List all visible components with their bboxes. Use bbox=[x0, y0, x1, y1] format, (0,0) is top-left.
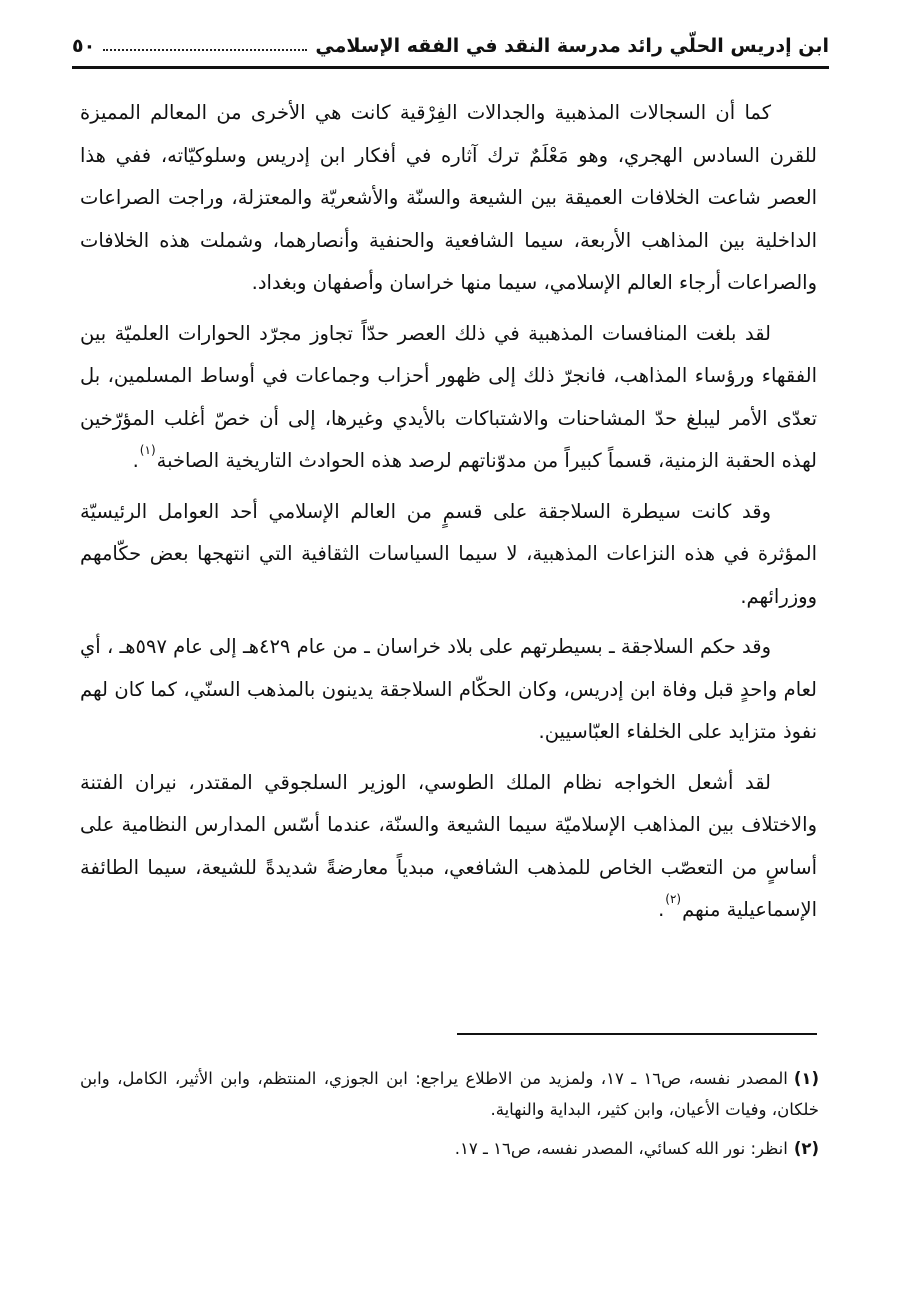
paragraph-2 bbox=[80, 313, 817, 483]
footnote-ref-1[interactable]: (١) bbox=[139, 443, 156, 457]
footnote-2-text: انظر: نور الله كسائي، المصدر نفسه، ص١٦ ـ ١٧. bbox=[454, 1139, 788, 1158]
paragraph-2-end: . bbox=[132, 449, 139, 472]
footnote-1-mark: (١) bbox=[793, 1069, 819, 1088]
footnote-1-text: المصدر نفسه، ص١٦ ـ ١٧، ولمزيد من الاطلاع يراجع: ابن الجوزي، المنتظم، وابن الأثير، الكامل، وابن خلكان، وفيات الأعيان، وابن كثير، البداية والنهاية. bbox=[80, 1069, 819, 1119]
paragraph-4: وقد حكم السلاجقة ـ بسيطرتهم على بلاد خراسان ـ من عام ٤٢٩هـ إلى عام ٥٩٧هـ ، أي لعام واحدٍ قبل وفاة ابن إدريس، وكان الحكّام السلاجقة يدينون بالمذهب السنّي، كما كان لهم نفوذ متزايد على الخلفاء العبّاسيين. bbox=[80, 635, 817, 743]
paragraph-2-text: لقد بلغت المنافسات المذهبية في ذلك العصر حدّاً تجاوز مجرّد الحوارات العلميّة بين الفقهاء ورؤساء المذاهب، فانجرّ ذلك إلى ظهور أحزاب وجماعات في أوساط المسلمين، بل تعدّى الأمر ليبلغ حدّ المشاحنات والاشتباكات بالأيدي وغيرها، إلى أن خصّ أغلب المؤرّخين لهذه الحقبة الزمنية، قسماً كبيراً من مدوّناتهم لرصد هذه الحوادث التاريخية الصاخبة bbox=[80, 321, 817, 472]
footnotes bbox=[80, 1063, 819, 1172]
paragraph-1: كما أن السجالات المذهبية والجدالات الفِرْقية كانت هي الأخرى من المعالم المميزة للقرن السادس الهجري، وهو مَعْلَمٌ ترك آثاره في أفكار ابن إدريس وسلوكيّاته، ففي هذا العصر شاعت الخلافات العميقة بين الشيعة والسنّة والأشعريّة والمعتزلة، وراجت الصراعات الداخلية بين المذاهب الأربعة، سيما الشافعية والحنفية وأنصارهما، وشملت هذه الخلافات والصراعات أرجاء العالم الإسلامي، سيما منها خراسان وأصفهان وبغداد. bbox=[80, 101, 817, 294]
dotted-leader bbox=[103, 41, 307, 51]
running-header bbox=[72, 26, 829, 69]
paragraph-5 bbox=[80, 762, 817, 932]
footnote-2 bbox=[80, 1133, 819, 1164]
footnote-separator bbox=[457, 1033, 817, 1035]
running-title: ابن إدريس الحلّي رائد مدرسة النقد في الفقه الإسلامي bbox=[315, 35, 829, 57]
main-text bbox=[80, 92, 817, 940]
footnote-2-mark: (٢) bbox=[793, 1139, 819, 1158]
paragraph-3: وقد كانت سيطرة السلاجقة على قسمٍ من العالم الإسلامي أحد العوامل الرئيسيّة المؤثرة في هذه النزاعات المذهبية، لا سيما السياسات الثقافية التي انتهجها بعض حكّامهم ووزرائهم. bbox=[80, 499, 817, 608]
paragraph-5-end: . bbox=[658, 898, 665, 921]
paragraph-5-text: لقد أشعل الخواجه نظام الملك الطوسي، الوزير السلجوقي المقتدر، نيران الفتنة والاختلاف بين المذاهب الإسلاميّة سيما الشيعة والسنّة، عندما أسّس المدارس النظامية على أساسٍ من التعصّب الخاص للمذهب الشافعي، مبدياً معارضةً شديدةً للشيعة، سيما الطائفة الإسماعيلية منهم bbox=[80, 770, 817, 921]
page-number: ٥٠ bbox=[72, 35, 96, 57]
footnote-ref-2[interactable]: (٢) bbox=[665, 892, 682, 906]
footnote-1 bbox=[80, 1063, 819, 1125]
